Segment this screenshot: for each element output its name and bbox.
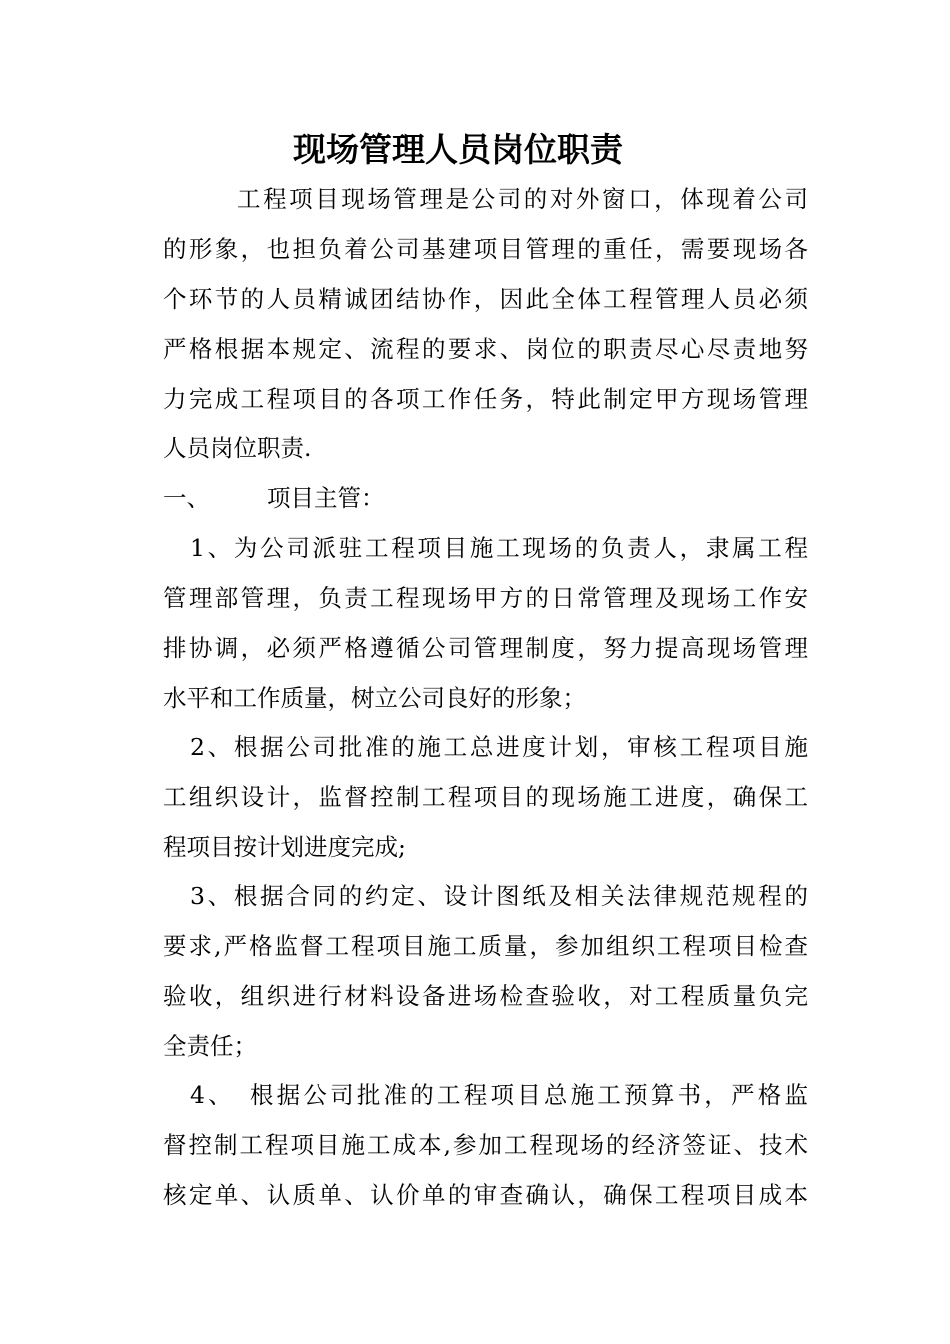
item-line: 要求,严格监督工程项目施工质量，参加组织工程项目检查 bbox=[163, 932, 808, 960]
item-line: 排协调，必须严格遵循公司管理制度，努力提高现场管理 bbox=[163, 634, 808, 662]
item-line: 核定单、认质单、认价单的审查确认，确保工程项目成本 bbox=[163, 1181, 808, 1209]
item-line: 程项目按计划进度完成; bbox=[163, 833, 406, 861]
item-line: 1、为公司派驻工程项目施工现场的负责人，隶属工程 bbox=[190, 534, 808, 562]
item-line: 督控制工程项目施工成本,参加工程现场的经济签证、技术 bbox=[163, 1131, 808, 1159]
section-label: 项目主管： bbox=[267, 484, 385, 512]
intro-line: 的形象，也担负着公司基建项目管理的重任，需要现场各 bbox=[163, 235, 808, 263]
intro-line: 力完成工程项目的各项工作任务，特此制定甲方现场管理 bbox=[163, 385, 808, 413]
section-number: 一、 bbox=[163, 484, 210, 512]
item-line: 管理部管理，负责工程现场甲方的日常管理及现场工作安 bbox=[163, 584, 808, 612]
intro-line: 严格根据本规定、流程的要求、岗位的职责尽心尽责地努 bbox=[163, 335, 808, 363]
section-heading bbox=[163, 473, 385, 523]
item-line: 验收，组织进行材料设备进场检查验收，对工程质量负完 bbox=[163, 982, 808, 1010]
item-line: 工组织设计，监督控制工程项目的现场施工进度，确保工 bbox=[163, 783, 808, 811]
item-line: 3、根据合同的约定、设计图纸及相关法律规范规程的 bbox=[190, 882, 808, 910]
document-page bbox=[163, 0, 808, 1344]
item-line: 水平和工作质量，树立公司良好的形象； bbox=[163, 684, 586, 712]
intro-line: 人员岗位职责. bbox=[163, 434, 312, 462]
item-line: 4、 根据公司批准的工程项目总施工预算书，严格监 bbox=[190, 1081, 808, 1109]
intro-line: 工程项目现场管理是公司的对外窗口，体现着公司 bbox=[237, 185, 808, 213]
item-line: 全责任； bbox=[163, 1032, 257, 1060]
intro-line: 个环节的人员精诚团结协作，因此全体工程管理人员必须 bbox=[163, 285, 808, 313]
item-line: 2、根据公司批准的施工总进度计划，审核工程项目施 bbox=[190, 733, 808, 761]
document-title: 现场管理人员岗位职责 bbox=[293, 130, 623, 169]
